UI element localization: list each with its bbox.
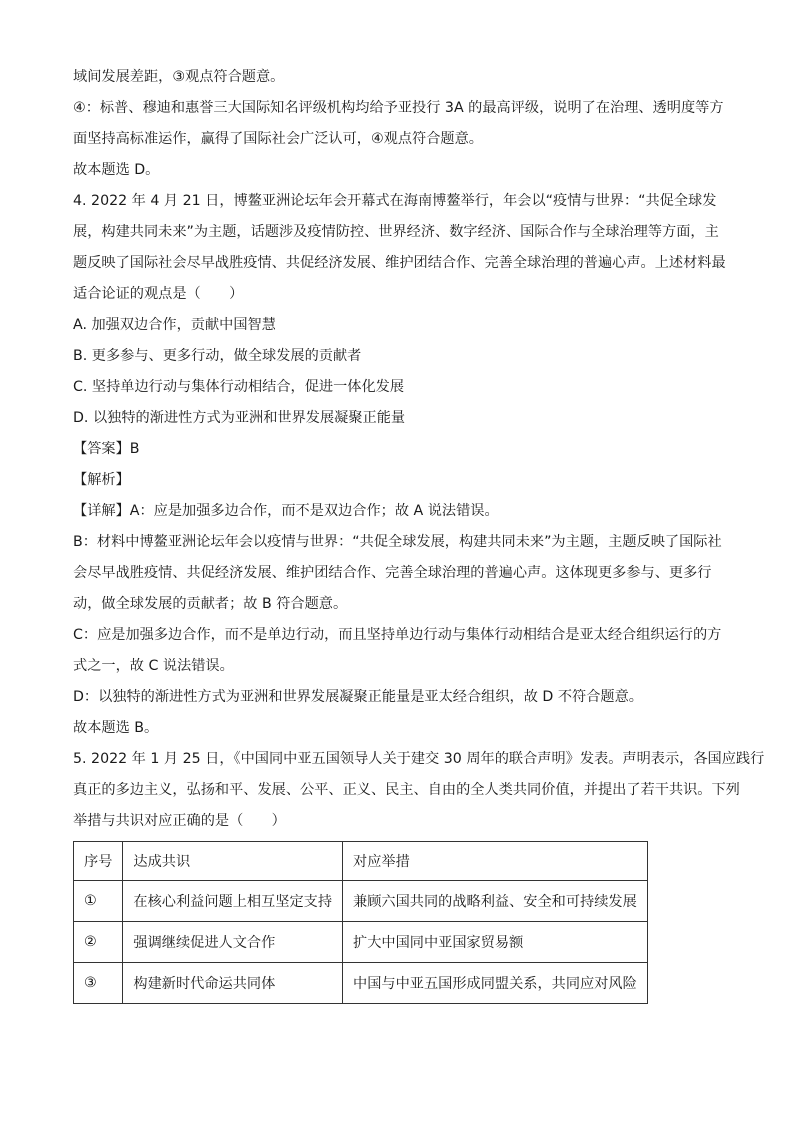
table-cell-index: ② (74, 922, 123, 963)
prev-item4-line2: 面坚持高标准运作，赢得了国际社会广泛认可，④观点符合题意。 (73, 131, 483, 147)
q4-detail-d: D：以独特的渐进性方式为亚洲和世界发展凝聚正能量是亚太经合组织，故 D 不符合题意。 (73, 689, 643, 705)
table-cell-measure: 中国与中亚五国形成同盟关系，共同应对风险 (343, 963, 648, 1004)
table-row (74, 922, 648, 963)
q4-detail-a: 【详解】A：应是加强多边合作，而不是双边合作；故 A 说法错误。 (73, 503, 499, 519)
prev-conclusion: 故本题选 D。 (73, 162, 160, 178)
table-header-consensus: 达成共识 (123, 842, 343, 881)
q4-conclusion: 故本题选 B。 (73, 720, 159, 736)
q4-option-b: B. 更多参与、更多行动，做全球发展的贡献者 (73, 348, 362, 364)
q4-option-c: C. 坚持单边行动与集体行动相结合，促进一体化发展 (73, 379, 405, 395)
q4-option-d: D. 以独特的渐进性方式为亚洲和世界发展凝聚正能量 (73, 410, 406, 426)
table-header-index: 序号 (74, 842, 123, 881)
table-row (74, 881, 648, 922)
q4-detail-b-line2: 会尽早战胜疫情、共促经济发展、维护团结合作、完善全球治理的普遍心声。这体现更多参与、更多行 (73, 565, 712, 581)
document-page (73, 62, 765, 1004)
q5-table (73, 841, 648, 1004)
q4-detail-c-line1: C：应是加强多边合作，而不是单边行动，而且坚持单边行动与集体行动相结合是亚太经合组织运行的方 (73, 627, 722, 643)
q4-stem-line3: 题反映了国际社会尽早战胜疫情、共促经济发展、维护团结合作、完善全球治理的普遍心声。上述材料最 (73, 255, 726, 271)
q4-stem-line4: 适合论证的观点是（ ） (73, 286, 244, 302)
q4-stem-line2: 展，构建共同未来”为主题，话题涉及疫情防控、世界经济、数字经济、国际合作与全球治理等方面，主 (73, 224, 719, 240)
q5-stem-line1: 5. 2022 年 1 月 25 日，《中国同中亚五国领导人关于建交 30 周年的联合声明》发表。声明表示，各国应践行 (73, 751, 765, 767)
q4-stem-line1: 4. 2022 年 4 月 21 日，博鳌亚洲论坛年会开幕式在海南博鳌举行，年会以“疫情与世界：“共促全球发 (73, 193, 717, 209)
q4-detail-c-line2: 式之一，故 C 说法错误。 (73, 658, 234, 674)
q4-analysis-label: 【解析】 (73, 472, 130, 488)
table-cell-index: ① (74, 881, 123, 922)
table-cell-consensus: 在核心利益问题上相互坚定支持 (123, 881, 343, 922)
table-cell-measure: 扩大中国同中亚国家贸易额 (343, 922, 648, 963)
table-cell-consensus: 强调继续促进人文合作 (123, 922, 343, 963)
q4-detail-b-line3: 动，做全球发展的贡献者；故 B 符合题意。 (73, 596, 348, 612)
table-cell-measure: 兼顾六国共同的战略利益、安全和可持续发展 (343, 881, 648, 922)
q5-stem-line3: 举措与共识对应正确的是（ ） (73, 813, 286, 829)
table-cell-consensus: 构建新时代命运共同体 (123, 963, 343, 1004)
prev-continuation: 域间发展差距，③观点符合题意。 (73, 69, 285, 85)
table-header-measure: 对应举措 (343, 842, 648, 881)
prev-item4-line1: ④：标普、穆迪和惠誉三大国际知名评级机构均给予亚投行 3A 的最高评级，说明了在治理、透明度等方 (73, 100, 724, 116)
q4-option-a: A. 加强双边合作，贡献中国智慧 (73, 317, 276, 333)
table-cell-index: ③ (74, 963, 123, 1004)
table-row (74, 963, 648, 1004)
q4-detail-b-line1: B：材料中博鳌亚洲论坛年会以疫情与世界：“共促全球发展，构建共同未来”为主题，主题反映了国际社 (73, 534, 722, 550)
q5-stem-line2: 真正的多边主义，弘扬和平、发展、公平、正义、民主、自由的全人类共同价值，并提出了若干共识。下列 (73, 782, 740, 798)
table-header-row (74, 842, 648, 881)
q4-answer: 【答案】B (73, 441, 140, 457)
